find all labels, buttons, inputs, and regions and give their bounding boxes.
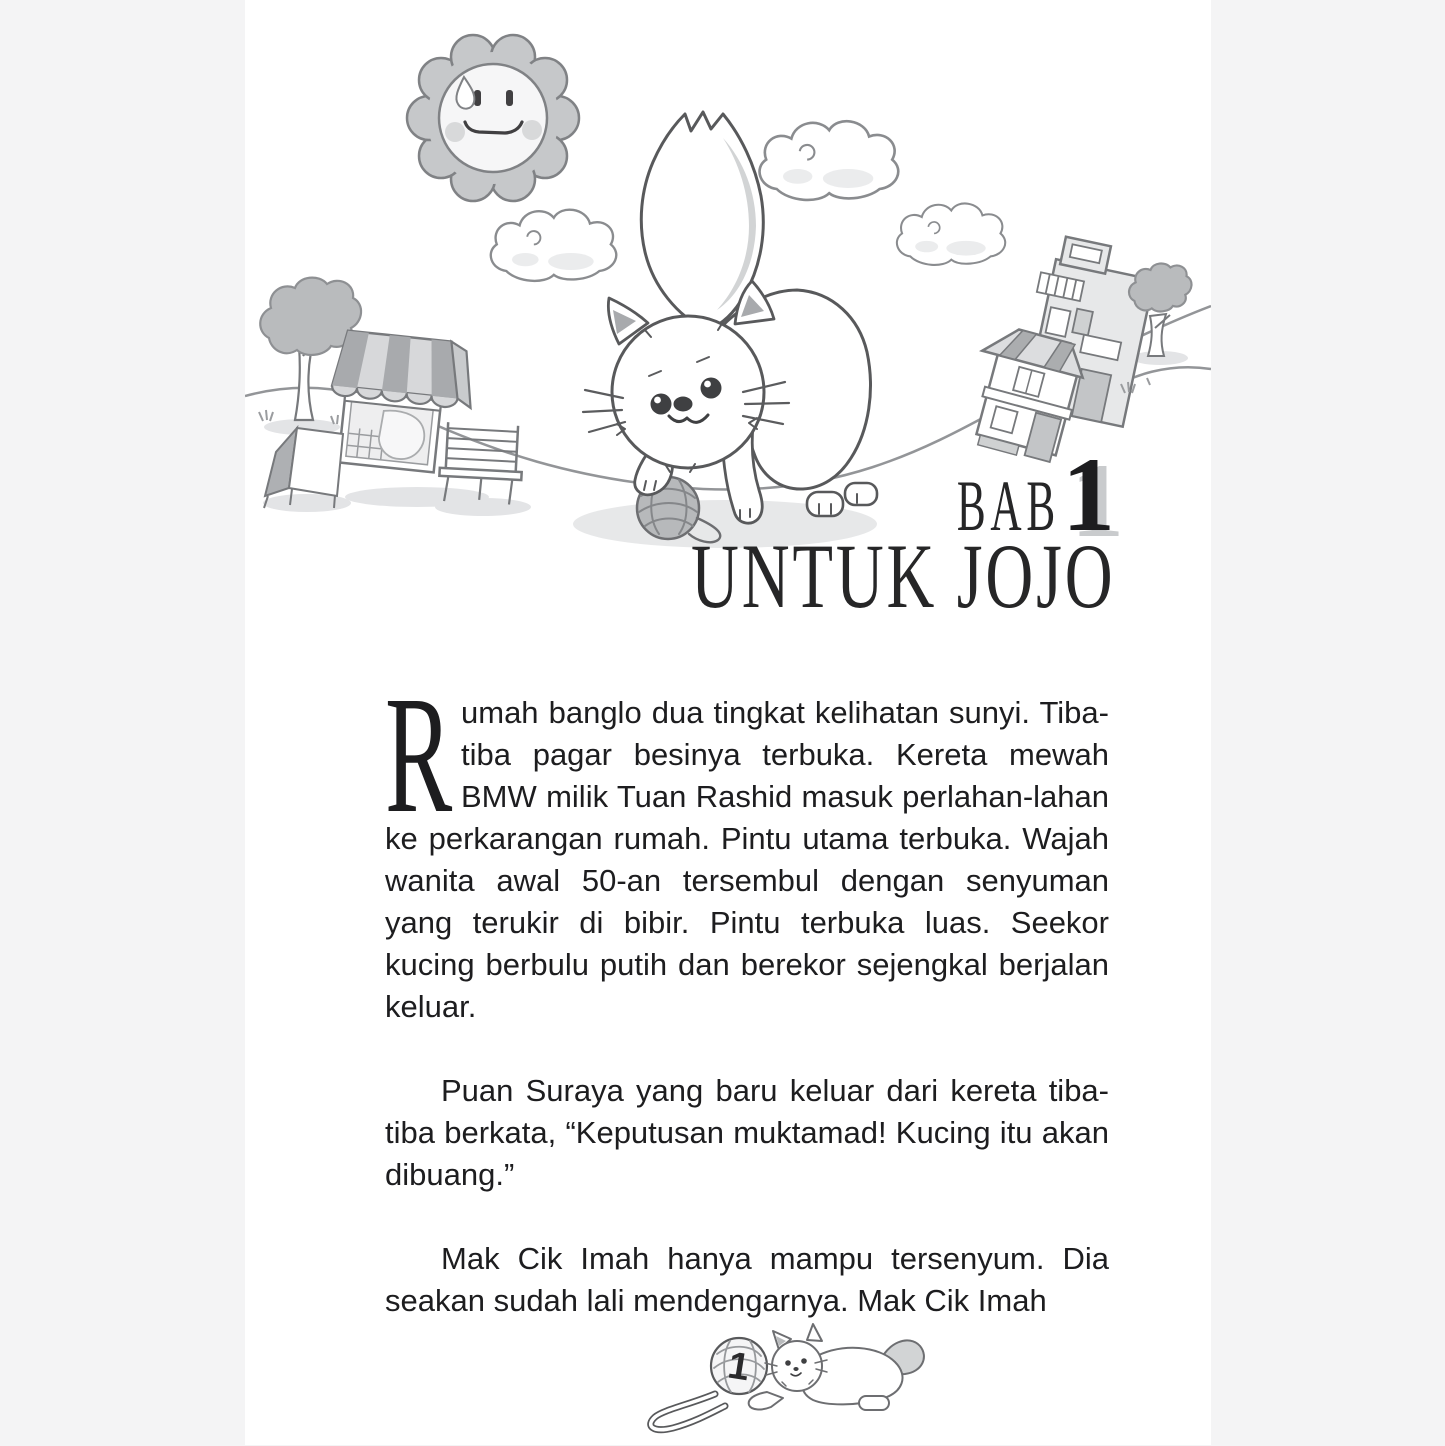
footer-cat-icon	[651, 1324, 924, 1430]
paragraph: Mak Cik Imah hanya mampu tersenyum. Dia seakan sudah lali mendengarnya. Mak Cik Imah	[385, 1241, 1109, 1318]
footer-illustration	[627, 1306, 937, 1441]
body-text	[385, 662, 1109, 1322]
footer-yarn-icon	[711, 1338, 767, 1394]
chapter-number: 1	[1062, 436, 1115, 553]
drop-cap: R	[385, 662, 453, 848]
paragraph	[385, 662, 1109, 1028]
cloud-icon	[897, 203, 1005, 264]
page-number: 1	[725, 1344, 753, 1390]
chapter-label: BAB	[956, 466, 1060, 546]
sun-icon	[407, 35, 579, 201]
book-page	[245, 0, 1211, 1445]
chapter-title: UNTUK JOJO	[690, 525, 1115, 627]
paragraph: Puan Suraya yang baru keluar dari kereta tiba-tiba berkata, “Keputusan muktamad! Kucing itu akan dibuang.”	[385, 1073, 1109, 1192]
paragraph-text: umah banglo dua tingkat kelihatan sunyi. Tiba-tiba pagar besinya terbuka. Kereta mewah BMW milik Tuan Rashid masuk perlahan-lahan ke perkarangan rumah. Pintu utama terbuka. Wajah wanita awal 50-an tersembul dengan senyuman yang terukir di bibir. Pintu terbuka luas. Seekor kucing berbulu putih dan berekor sejengkal berjalan keluar.	[385, 695, 1109, 1024]
cloud-icon	[760, 121, 899, 200]
chapter-illustration	[245, 0, 1211, 640]
shop-icon	[324, 330, 477, 476]
cloud-icon	[491, 210, 617, 281]
